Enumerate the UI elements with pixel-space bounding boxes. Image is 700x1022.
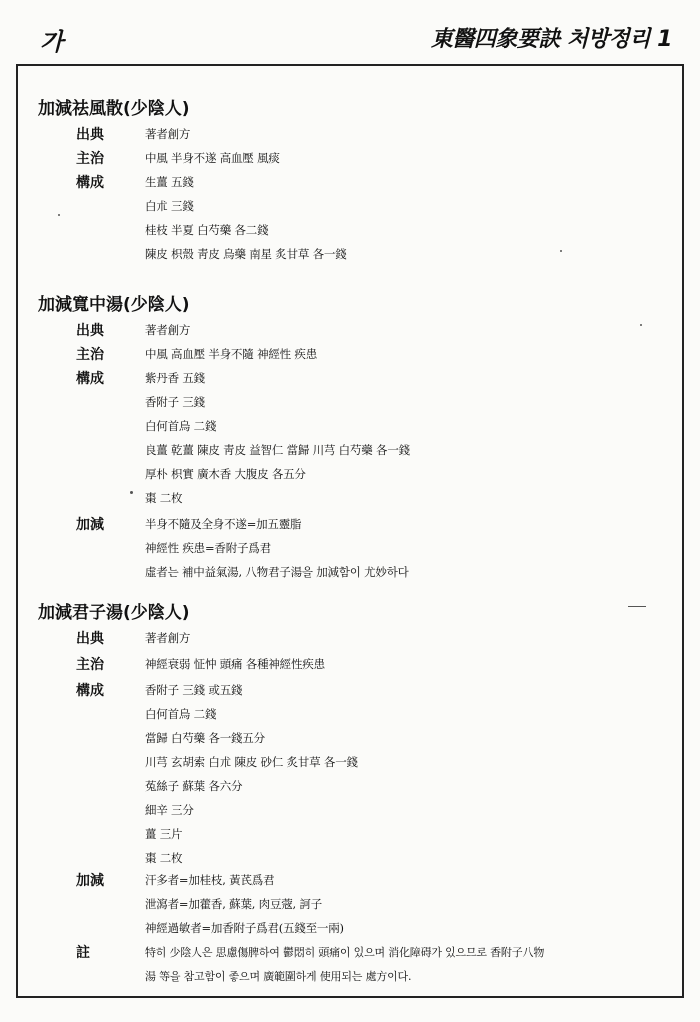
scan-speck (640, 324, 642, 326)
composition-line: 薑 三片 (145, 827, 183, 841)
modification-line: 神經性 疾患=香附子爲君 (145, 541, 271, 555)
indication-text: 神經衰弱 怔忡 頭痛 各種神經性疾患 (145, 657, 325, 671)
composition-line: 陳皮 枳殼 靑皮 烏藥 南星 炙甘草 各一錢 (145, 247, 347, 261)
indication-text: 中風 高血壓 半身不隨 神經性 疾患 (145, 347, 318, 361)
prescription-title: 加減君子湯(少陰人) (38, 603, 190, 623)
composition-line: 生薑 五錢 (145, 175, 194, 189)
scan-speck (560, 250, 562, 252)
composition-line: 白何首烏 二錢 (145, 707, 217, 721)
modification-line: 虛者는 補中益氣湯, 八物君子湯을 加減함이 尤妙하다 (145, 565, 409, 579)
row-label-composition: 構成 (76, 175, 104, 191)
composition-line: 棗 二枚 (145, 491, 183, 505)
note-line: 特히 少陰人은 思慮傷脾하여 鬱悶히 頭痛이 있으며 消化障碍가 있으므로 香附子八物 (145, 946, 545, 959)
modification-line: 汗多者=加桂枝, 黃芪爲君 (145, 873, 275, 887)
source-text: 著者創方 (145, 127, 191, 141)
composition-line: 白朮 三錢 (145, 199, 194, 213)
composition-line: 香附子 三錢 (145, 395, 205, 409)
composition-line: 當歸 白芍藥 各一錢五分 (145, 731, 265, 745)
prescription-title: 加減寬中湯(少陰人) (38, 295, 190, 315)
row-label-composition: 構成 (76, 371, 104, 387)
composition-line: 桂枝 半夏 白芍藥 各二錢 (145, 223, 269, 237)
page-header-title: 東醫四象要訣 처방정리 1 (430, 27, 672, 52)
composition-line: 菟絲子 蘇葉 各六分 (145, 779, 243, 793)
composition-line: 川芎 玄胡索 白朮 陳皮 砂仁 炙甘草 各一錢 (145, 755, 358, 769)
row-label-modification: 加減 (76, 873, 104, 889)
scan-speck (58, 214, 60, 216)
row-label-indication: 主治 (76, 657, 104, 673)
row-label-source: 出典 (76, 631, 104, 647)
note-line: 湯 等을 참고함이 좋으며 廣範圍하게 使用되는 處方이다. (145, 970, 412, 983)
row-label-indication: 主治 (76, 151, 104, 167)
scan-speck (130, 491, 133, 494)
composition-line: 紫丹香 五錢 (145, 371, 205, 385)
modification-line: 半身不隨及全身不遂=加五靈脂 (145, 517, 302, 531)
source-text: 著者創方 (145, 631, 191, 645)
composition-line: 厚朴 枳實 廣木香 大腹皮 各五分 (145, 467, 306, 481)
prescription-title: 加減祛風散(少陰人) (38, 99, 190, 119)
scan-mark (628, 606, 646, 607)
content-frame (16, 64, 684, 998)
row-label-indication: 主治 (76, 347, 104, 363)
row-label-source: 出典 (76, 127, 104, 143)
page-index-mark: 가 (40, 28, 64, 56)
row-label-composition: 構成 (76, 683, 104, 699)
indication-text: 中風 半身不遂 高血壓 風痰 (145, 151, 280, 165)
row-label-source: 出典 (76, 323, 104, 339)
row-label-note: 註 (76, 945, 90, 961)
composition-line: 良薑 乾薑 陳皮 靑皮 益智仁 當歸 川芎 白芍藥 各一錢 (145, 443, 410, 457)
modification-line: 神經過敏者=加香附子爲君(五錢至一兩) (145, 921, 344, 935)
composition-line: 棗 二枚 (145, 851, 183, 865)
source-text: 著者創方 (145, 323, 191, 337)
composition-line: 白何首烏 二錢 (145, 419, 217, 433)
composition-line: 細辛 三分 (145, 803, 194, 817)
composition-line: 香附子 三錢 或五錢 (145, 683, 243, 697)
row-label-modification: 加減 (76, 517, 104, 533)
modification-line: 泄瀉者=加藿香, 蘇葉, 肉豆蔲, 訶子 (145, 897, 323, 911)
